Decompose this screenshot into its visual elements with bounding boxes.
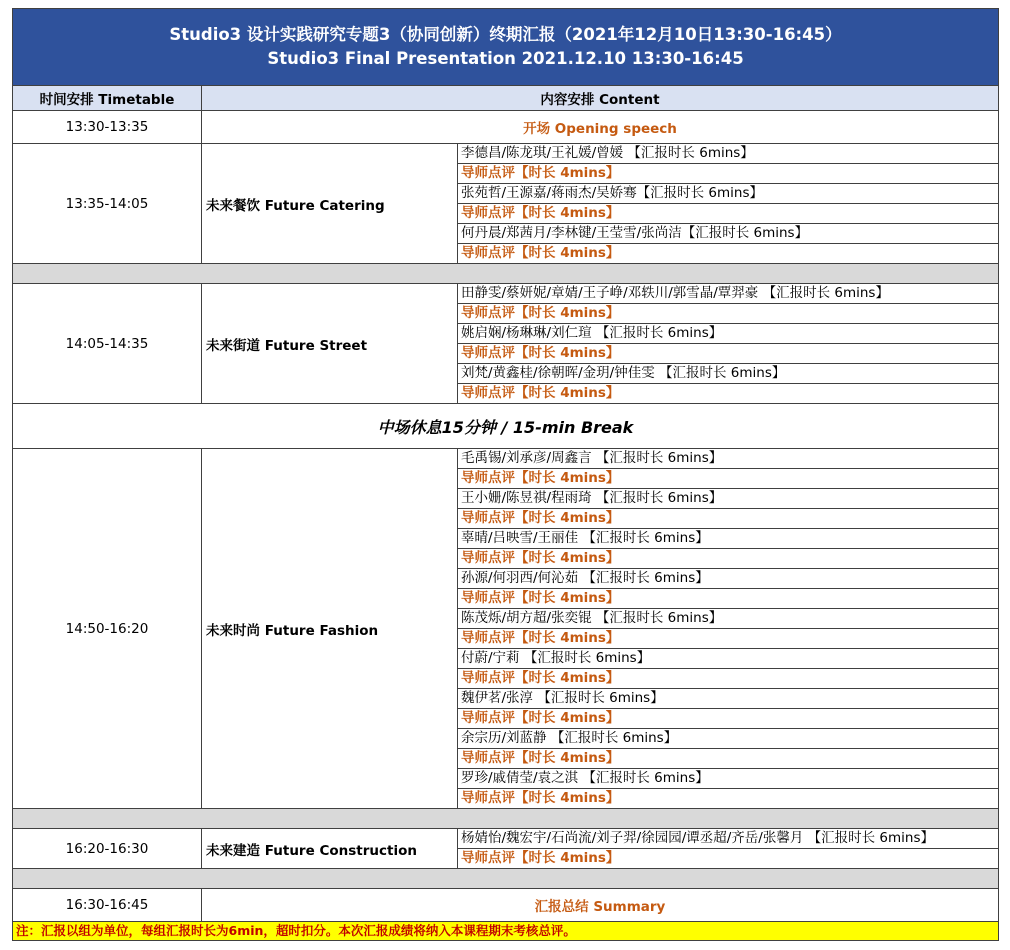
mentor-review: 导师点评【时长 4mins】 [458, 344, 999, 364]
group-members: 孙源/何羽西/何沁茹 【汇报时长 6mins】 [458, 569, 999, 589]
group-members: 魏伊茗/张淳 【汇报时长 6mins】 [458, 689, 999, 709]
group-members: 李德昌/陈龙琪/王礼媛/曾媛 【汇报时长 6mins】 [458, 144, 999, 164]
break-label: 中场休息15分钟 / 15-min Break [13, 404, 999, 449]
spacer-row [13, 809, 999, 829]
group-members: 何丹晨/郑茜月/李林键/王莹雪/张尚洁【汇报时长 6mins】 [458, 224, 999, 244]
group-members: 王小姗/陈昱祺/程雨琦 【汇报时长 6mins】 [458, 489, 999, 509]
mentor-review: 导师点评【时长 4mins】 [458, 749, 999, 769]
mentor-review: 导师点评【时长 4mins】 [458, 204, 999, 224]
session-time: 14:05-14:35 [13, 284, 202, 404]
mentor-review: 导师点评【时长 4mins】 [458, 164, 999, 184]
group-members: 毛禹锡/刘承彦/周鑫言 【汇报时长 6mins】 [458, 449, 999, 469]
mentor-review: 导师点评【时长 4mins】 [458, 849, 999, 869]
summary-row [13, 889, 999, 922]
group-members: 田静雯/蔡妍妮/章婧/王子峥/邓轶川/郭雪晶/覃羿豪 【汇报时长 6mins】 [458, 284, 999, 304]
mentor-review: 导师点评【时长 4mins】 [458, 549, 999, 569]
schedule-sheet [12, 8, 998, 941]
session-row [13, 284, 999, 304]
mentor-review: 导师点评【时长 4mins】 [458, 244, 999, 264]
title-cn: Studio3 设计实践研究专题3（协同创新）终期汇报（2021年12月10日13:30-16:45） [169, 25, 842, 44]
mentor-review: 导师点评【时长 4mins】 [458, 669, 999, 689]
group-members: 刘梵/黄鑫桂/徐朝晖/金玥/钟佳雯 【汇报时长 6mins】 [458, 364, 999, 384]
session-time: 13:35-14:05 [13, 144, 202, 264]
opening-time: 13:30-13:35 [13, 111, 202, 144]
session-time: 14:50-16:20 [13, 449, 202, 809]
mentor-review: 导师点评【时长 4mins】 [458, 789, 999, 809]
page-title [13, 9, 999, 86]
group-members: 罗珍/戚倩莹/袁之淇 【汇报时长 6mins】 [458, 769, 999, 789]
group-members: 杨婧怡/魏宏宇/石尚流/刘子羿/徐园园/谭丞超/齐岳/张馨月 【汇报时长 6mins】 [458, 829, 999, 849]
summary-time: 16:30-16:45 [13, 889, 202, 922]
group-members: 姚启娴/杨琳琳/刘仁瑄 【汇报时长 6mins】 [458, 324, 999, 344]
break-row [13, 404, 999, 449]
group-members: 张苑哲/王源嘉/蒋雨杰/吴娇骞【汇报时长 6mins】 [458, 184, 999, 204]
session-name: 未来街道 Future Street [202, 284, 458, 404]
group-members: 辜晴/吕映雪/王丽佳 【汇报时长 6mins】 [458, 529, 999, 549]
title-en: Studio3 Final Presentation 2021.12.10 13:30-16:45 [267, 49, 744, 68]
footnote: 注：汇报以组为单位，每组汇报时长为6min，超时扣分。本次汇报成绩将纳入本课程期末考核总评。 [13, 922, 999, 941]
session-row [13, 144, 999, 164]
spacer-cell [13, 869, 999, 889]
mentor-review: 导师点评【时长 4mins】 [458, 469, 999, 489]
session-name: 未来餐饮 Future Catering [202, 144, 458, 264]
mentor-review: 导师点评【时长 4mins】 [458, 509, 999, 529]
mentor-review: 导师点评【时长 4mins】 [458, 384, 999, 404]
spacer-cell [13, 809, 999, 829]
header-content: 内容安排 Content [202, 86, 999, 111]
group-members: 陈茂烁/胡方超/张奕锟 【汇报时长 6mins】 [458, 609, 999, 629]
mentor-review: 导师点评【时长 4mins】 [458, 709, 999, 729]
summary-label: 汇报总结 Summary [202, 889, 999, 922]
mentor-review: 导师点评【时长 4mins】 [458, 304, 999, 324]
session-time: 16:20-16:30 [13, 829, 202, 869]
spacer-row [13, 869, 999, 889]
session-row [13, 829, 999, 849]
group-members: 付蔚/宁莉 【汇报时长 6mins】 [458, 649, 999, 669]
session-row [13, 449, 999, 469]
session-name: 未来时尚 Future Fashion [202, 449, 458, 809]
spacer-row [13, 264, 999, 284]
opening-label: 开场 Opening speech [202, 111, 999, 144]
mentor-review: 导师点评【时长 4mins】 [458, 629, 999, 649]
group-members: 余宗历/刘蓝静 【汇报时长 6mins】 [458, 729, 999, 749]
spacer-cell [13, 264, 999, 284]
header-time: 时间安排 Timetable [13, 86, 202, 111]
note-row [13, 922, 999, 941]
session-name: 未来建造 Future Construction [202, 829, 458, 869]
schedule-table [12, 8, 999, 941]
mentor-review: 导师点评【时长 4mins】 [458, 589, 999, 609]
